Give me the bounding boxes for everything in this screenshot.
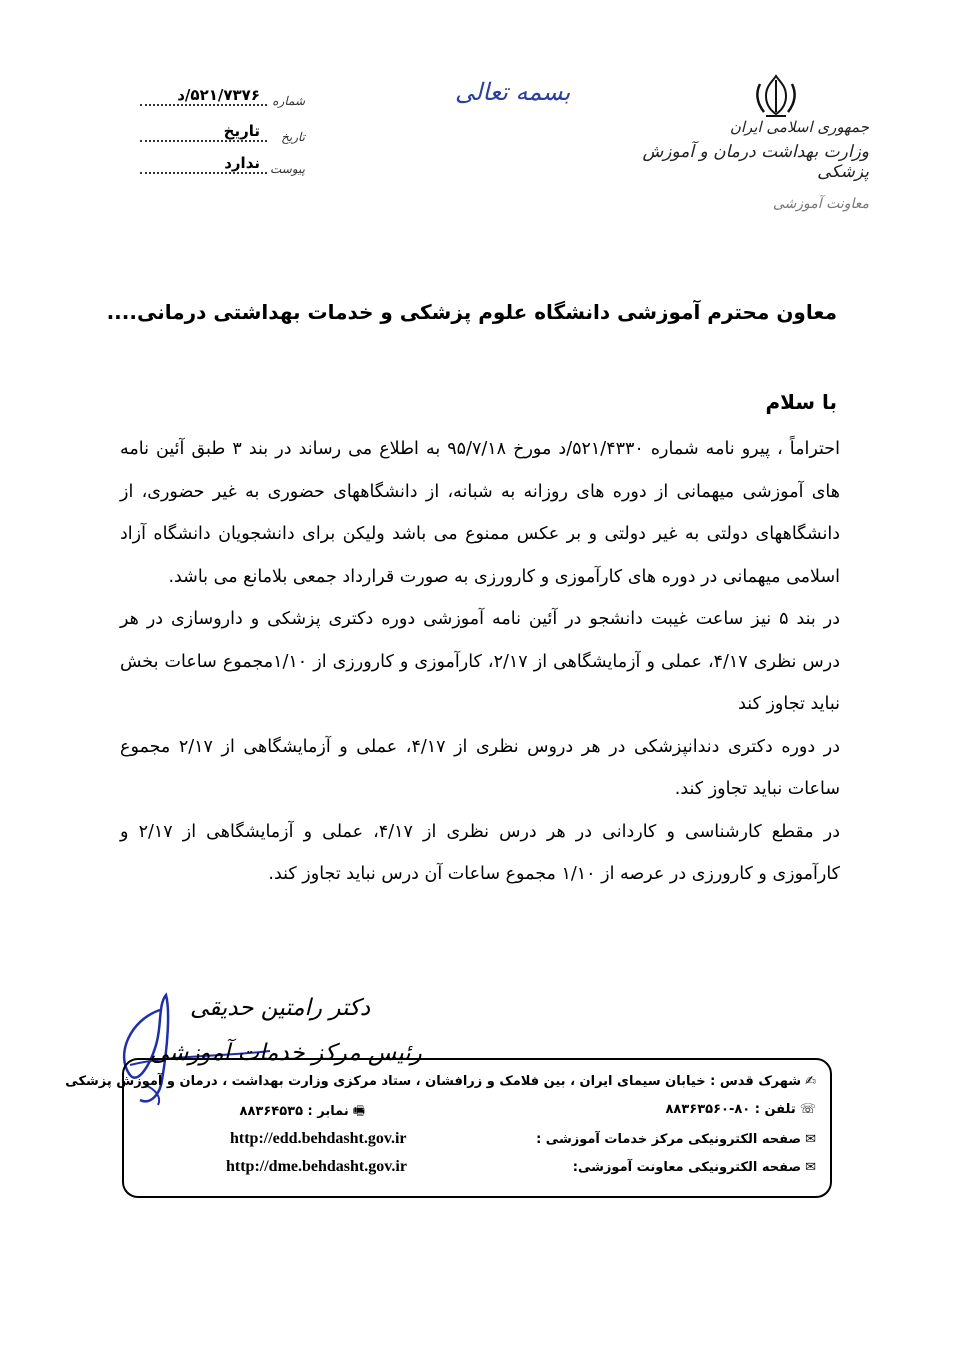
footer-edd <box>536 1132 816 1147</box>
phone-icon: ☏ <box>799 1102 816 1117</box>
pen-icon: ✍ <box>805 1074 816 1089</box>
number-value: ۵۲۱/۷۳۷۶/د <box>177 86 260 104</box>
ministry-deputy: معاونت آموزشی <box>772 196 869 212</box>
envelope-icon: ✉ <box>805 1132 816 1147</box>
footer-phone <box>665 1102 816 1117</box>
body-paragraph: احتراماً ، پیرو نامه شماره ۵۲۱/۴۳۳۰/د مورخ ۹۵/۷/۱۸ به اطلاع می رساند در بند ۳ طبق آئین نامه های آموزشی میهمانی از دوره های روزانه به شبانه، از دانشگاههای حضوری به غیر حضوری، از دانشگاههای دولتی به غیر دولتی و بر عکس ممنوع می باشد ولیکن برای دانشجویان دانشگاه آزاد اسلامی میهمانی در دوره های کارآموزی و کارورزی به صورت قرارداد جمعی بلامانع می باشد. <box>120 439 840 587</box>
body-paragraph: در مقطع کارشناسی و کاردانی در هر درس نظری از ۴/۱۷، عملی و آزمایشگاهی از ۲/۱۷ و کارآموزی و کارورزی در عرصه از ۱/۱۰ مجموع ساعات آن درس نباید تجاوز کند. <box>120 821 840 884</box>
bismillah-heading: بسمه تعالی <box>455 78 571 106</box>
footer-address <box>65 1074 816 1089</box>
dotted-line <box>140 140 267 142</box>
body-paragraph: در بند ۵ نیز ساعت غیبت دانشجو در آئین نامه آموزشی دوره دکتری پزشکی و داروسازی در هر درس نظری ۴/۱۷، عملی و آزمایشگاهی از ۲/۱۷، کارآموزی و کارورزی از ۱/۱۰مجموع ساعات بخش نباید تجاوز کند <box>120 609 841 714</box>
dme-label: صفحه الکترونیکی معاونت آموزشی: <box>572 1160 802 1175</box>
fax-text: نمابر : ۸۸۳۶۴۵۳۵ <box>239 1104 349 1119</box>
phone-text: تلفن : ۸۰-۸۸۳۶۳۵۶۰ <box>665 1102 796 1117</box>
attachment-value: ندارد <box>224 154 260 172</box>
letter-attachment-row <box>140 154 305 176</box>
recipient-line: معاون محترم آموزشی دانشگاه علوم پزشکی و خدمات بهداشتی درمانی.... <box>106 300 837 324</box>
envelope-icon: ✉ <box>805 1160 816 1175</box>
body-paragraph: در دوره دکتری دندانپزشکی در هر دروس نظری از ۴/۱۷، عملی و آزمایشگاهی از ۲/۱۷ مجموع ساعات نباید تجاوز کند. <box>120 736 840 799</box>
edd-label: صفحه الکترونیکی مرکز خدمات آموزشی : <box>536 1132 802 1147</box>
signatory-name: دکتر رامتین حدیقی <box>190 995 371 1021</box>
footer-dme <box>573 1160 816 1175</box>
date-label: تاریخ <box>281 130 305 144</box>
dotted-line <box>140 172 267 174</box>
fax-icon: 🖷 <box>352 1104 365 1119</box>
salutation: با سلام <box>765 390 837 414</box>
attachment-label: پیوست <box>270 162 305 176</box>
letter-date-row <box>140 122 305 144</box>
edd-url-link[interactable]: http://edd.behdasht.gov.ir <box>230 1130 407 1147</box>
dme-url-link[interactable]: http://dme.behdasht.gov.ir <box>226 1158 407 1175</box>
address-text: شهرک قدس : خیابان سیمای ایران ، بین فلامک و زرافشان ، ستاد مرکزی وزارت بهداشت ، درمان و آموزش پزشکی <box>65 1074 802 1089</box>
letter-body <box>120 428 840 896</box>
footer-contact-box <box>65 1058 832 1198</box>
ministry-name: وزارت بهداشت درمان و آموزش پزشکی <box>642 142 869 182</box>
date-value: تاریخ <box>223 122 260 140</box>
letter-number-row <box>140 86 305 108</box>
signatory-title: رئیس مرکز خدمات آموزشی <box>150 1040 422 1066</box>
dotted-line <box>140 104 267 106</box>
footer-fax <box>240 1102 365 1124</box>
number-label: شماره <box>272 94 305 108</box>
iran-emblem-icon <box>752 72 800 120</box>
ministry-country: جمهوری اسلامی ایران <box>729 118 869 136</box>
ministry-block <box>629 118 869 212</box>
